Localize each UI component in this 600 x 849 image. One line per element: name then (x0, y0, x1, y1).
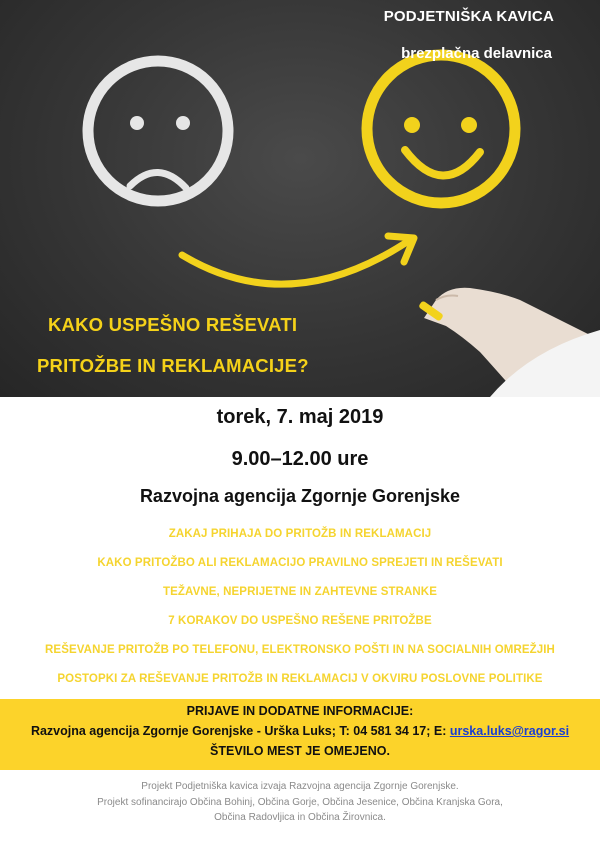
signup-note: ŠTEVILO MEST JE OMEJENO. (210, 744, 390, 758)
hand-icon (418, 288, 600, 397)
topics-list (0, 522, 600, 696)
topic-item: REŠEVANJE PRITOŽB PO TELEFONU, ELEKTRONSKO POŠTI IN NA SOCIALNIH OMREŽJIH (45, 644, 555, 656)
event-organizer: Razvojna agencija Zgornje Gorenjske (139, 486, 461, 506)
workshop-question-line-1: KAKO USPEŠNO REŠEVATI (48, 314, 298, 335)
workshop-subtitle: brezplačna delavnica (401, 45, 552, 62)
footer-line-2: Projekt sofinancirajo Občina Bohinj, Občina Gorje, Občina Jesenice, Občina Kranjska Gora, (97, 796, 503, 808)
topic-item: 7 KORAKOV DO USPEŠNO REŠENE PRITOŽBE (168, 615, 432, 627)
event-date: torek, 7. maj 2019 (216, 406, 384, 428)
signup-box (0, 699, 600, 770)
email-link[interactable]: urska.luks@ragor.si (449, 724, 570, 738)
topic-item: KAKO PRITOŽBO ALI REKLAMACIJO PRAVILNO SPREJETI IN REŠEVATI (97, 557, 503, 569)
signup-contact (0, 724, 600, 738)
hero-banner (0, 0, 600, 397)
topic-item: TEŽAVNE, NEPRIJETNE IN ZAHTEVNE STRANKE (163, 586, 437, 598)
footer-line-3: Občina Radovljica in Občina Žirovnica. (214, 812, 386, 823)
signup-contact-text: Razvojna agencija Zgornje Gorenjske - Urška Luks; T: 04 581 34 17; E: (30, 724, 450, 738)
workshop-series-title: PODJETNIŠKA KAVICA (383, 8, 554, 25)
workshop-question-line-2: PRITOŽBE IN REKLAMACIJE? (37, 355, 309, 376)
topic-item: POSTOPKI ZA REŠEVANJE PRITOŽB IN REKLAMACIJ V OKVIRU POSLOVNE POLITIKE (57, 673, 543, 685)
arrow-icon (182, 236, 414, 284)
happy-face-icon (367, 55, 515, 203)
footer-line-1: Projekt Podjetniška kavica izvaja Razvojna agencija Zgornje Gorenjske. (141, 781, 459, 792)
topic-item: ZAKAJ PRIHAJA DO PRITOŽB IN REKLAMACIJ (168, 528, 432, 540)
event-time: 9.00–12.00 ure (231, 448, 369, 470)
footer (0, 779, 600, 826)
sad-face-icon (88, 61, 228, 201)
signup-heading: PRIJAVE IN DODATNE INFORMACIJE: (186, 704, 414, 718)
